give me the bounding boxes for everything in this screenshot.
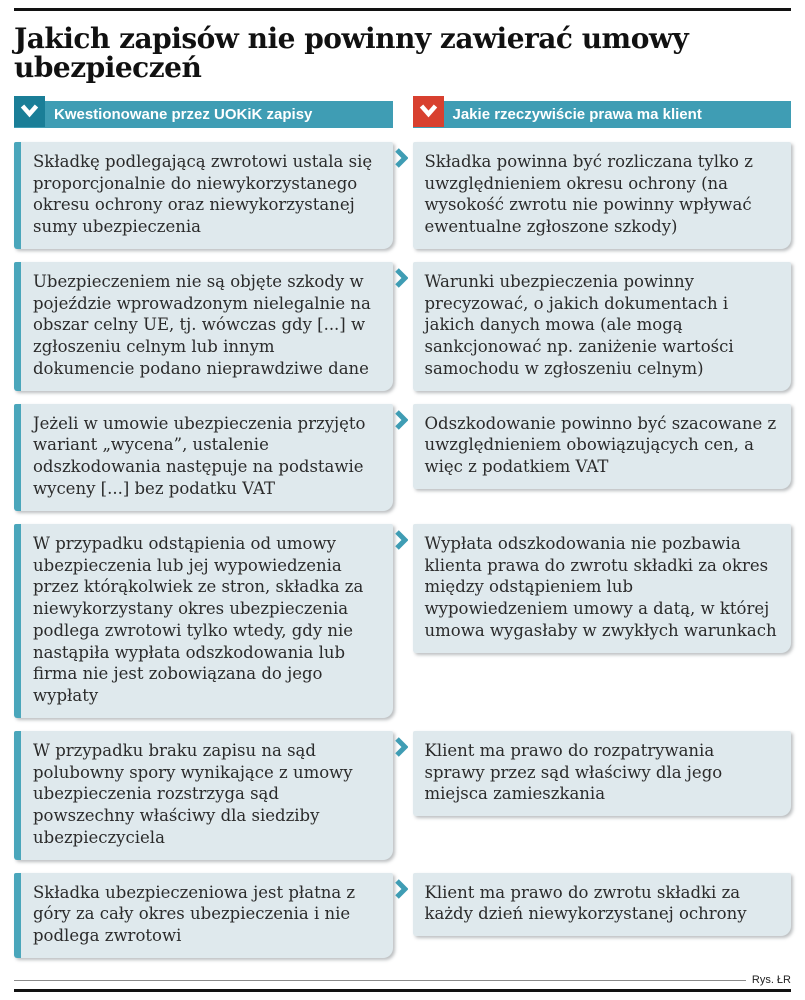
uokik-clause-text: Składkę podlegającą zwrotowi ustala się proporcjonalnie do niewykorzystanego okresu ochrony oraz niewykorzystanej sumy ubezpieczenia (33, 151, 373, 237)
top-rule (14, 8, 791, 11)
arrow-right-icon (394, 410, 408, 430)
footer (14, 958, 791, 1000)
credit-rule (14, 980, 746, 981)
client-right-text: Składka powinna być rozliczana tylko z uwzględnieniem okresu ochrony (na wysokość zwrotu nie powinny wpływać ewentualne zgłoszone szkody) (424, 151, 753, 237)
uokik-clause-box (14, 262, 393, 391)
client-right-box (413, 404, 792, 489)
uokik-clause-box (14, 524, 393, 718)
client-right-box (413, 731, 792, 816)
chevron-down-icon (413, 96, 444, 127)
uokik-clause-box (14, 404, 393, 511)
client-right-box (413, 524, 792, 653)
client-right-text: Wypłata odszkodowania nie pozbawia klienta prawa do zwrotu składki za okres między odstąpieniem lub wypowiedzeniem umowy a datą, w której umowa wygasłaby w zwykłych warunkach (424, 533, 777, 640)
column-headers (14, 101, 791, 128)
uokik-clause-text: Składka ubezpieczeniowa jest płatna z góry za cały okres ubezpieczenia i nie podlega zwrotowi (33, 882, 356, 946)
uokik-clause-text: Ubezpieczeniem nie są objęte szkody w pojeździe wprowadzonym nielegalnie na obszar celny UE, tj. wówczas gdy [...] w zgłoszeniu celnym lub innym dokumencie podano nieprawdziwe dane (33, 271, 371, 378)
client-right-text: Warunki ubezpieczenia powinny precyzować, o jakich dokumentach i jakich danych mowa (ale mogą sankcjonować np. zaniżenie wartości samochodu w zgłoszeniu celnym) (424, 271, 734, 378)
client-right-text: Odszkodowanie powinno być szacowane z uwzględnieniem obowiązujących cen, a więc z podatkiem VAT (424, 413, 777, 477)
header-uokik-clauses (14, 101, 393, 128)
client-right-box (413, 142, 792, 249)
arrow-right-icon (394, 737, 408, 757)
credit-text: Rys. ŁR (751, 973, 791, 986)
arrow-right-icon (394, 530, 408, 550)
uokik-clause-text: W przypadku braku zapisu na sąd polubowny spory wynikające z umowy ubezpieczenia rozstrzyga sąd powszechny właściwy dla siedziby ubezpieczyciela (33, 740, 353, 847)
comparison-grid (14, 142, 791, 958)
arrow-right-icon (394, 268, 408, 288)
uokik-clause-box (14, 731, 393, 860)
page-title: Jakich zapisów nie powinny zawierać umowy ubezpieczeń (14, 22, 689, 85)
arrow-right-icon (394, 879, 408, 899)
client-right-box (413, 873, 792, 937)
header-client-label: Jakie rzeczywiście prawa ma klient (452, 105, 702, 123)
client-right-text: Klient ma prawo do zwrotu składki za każdy dzień niewykorzystanej ochrony (424, 882, 747, 924)
header-client-rights (413, 101, 792, 128)
uokik-clause-text: W przypadku odstąpienia od umowy ubezpieczenia lub jej wypowiedzenia przez którąkolwiek ze stron, składka za niewykorzystany okres ubezpieczenia podlega zwrotowi tylko wtedy, gdy nie nastąpiła wypłata odszkodowania lub firma nie jest zobowiązana do jego wypłaty (33, 533, 364, 706)
client-right-box (413, 262, 792, 391)
bottom-rule (14, 989, 791, 992)
chevron-down-icon (14, 96, 45, 127)
header-uokik-label: Kwestionowane przez UOKiK zapisy (54, 105, 313, 123)
client-right-text: Klient ma prawo do rozpatrywania sprawy przez sąd właściwy dla jego miejsca zamieszkania (424, 740, 723, 804)
arrow-right-icon (394, 148, 408, 168)
uokik-clause-box (14, 142, 393, 249)
uokik-clause-text: Jeżeli w umowie ubezpieczenia przyjęto wariant „wycena”, ustalenie odszkodowania następuje na podstawie wyceny [...] bez podatku VAT (33, 413, 366, 498)
uokik-clause-box (14, 873, 393, 958)
credit-row (14, 974, 791, 986)
